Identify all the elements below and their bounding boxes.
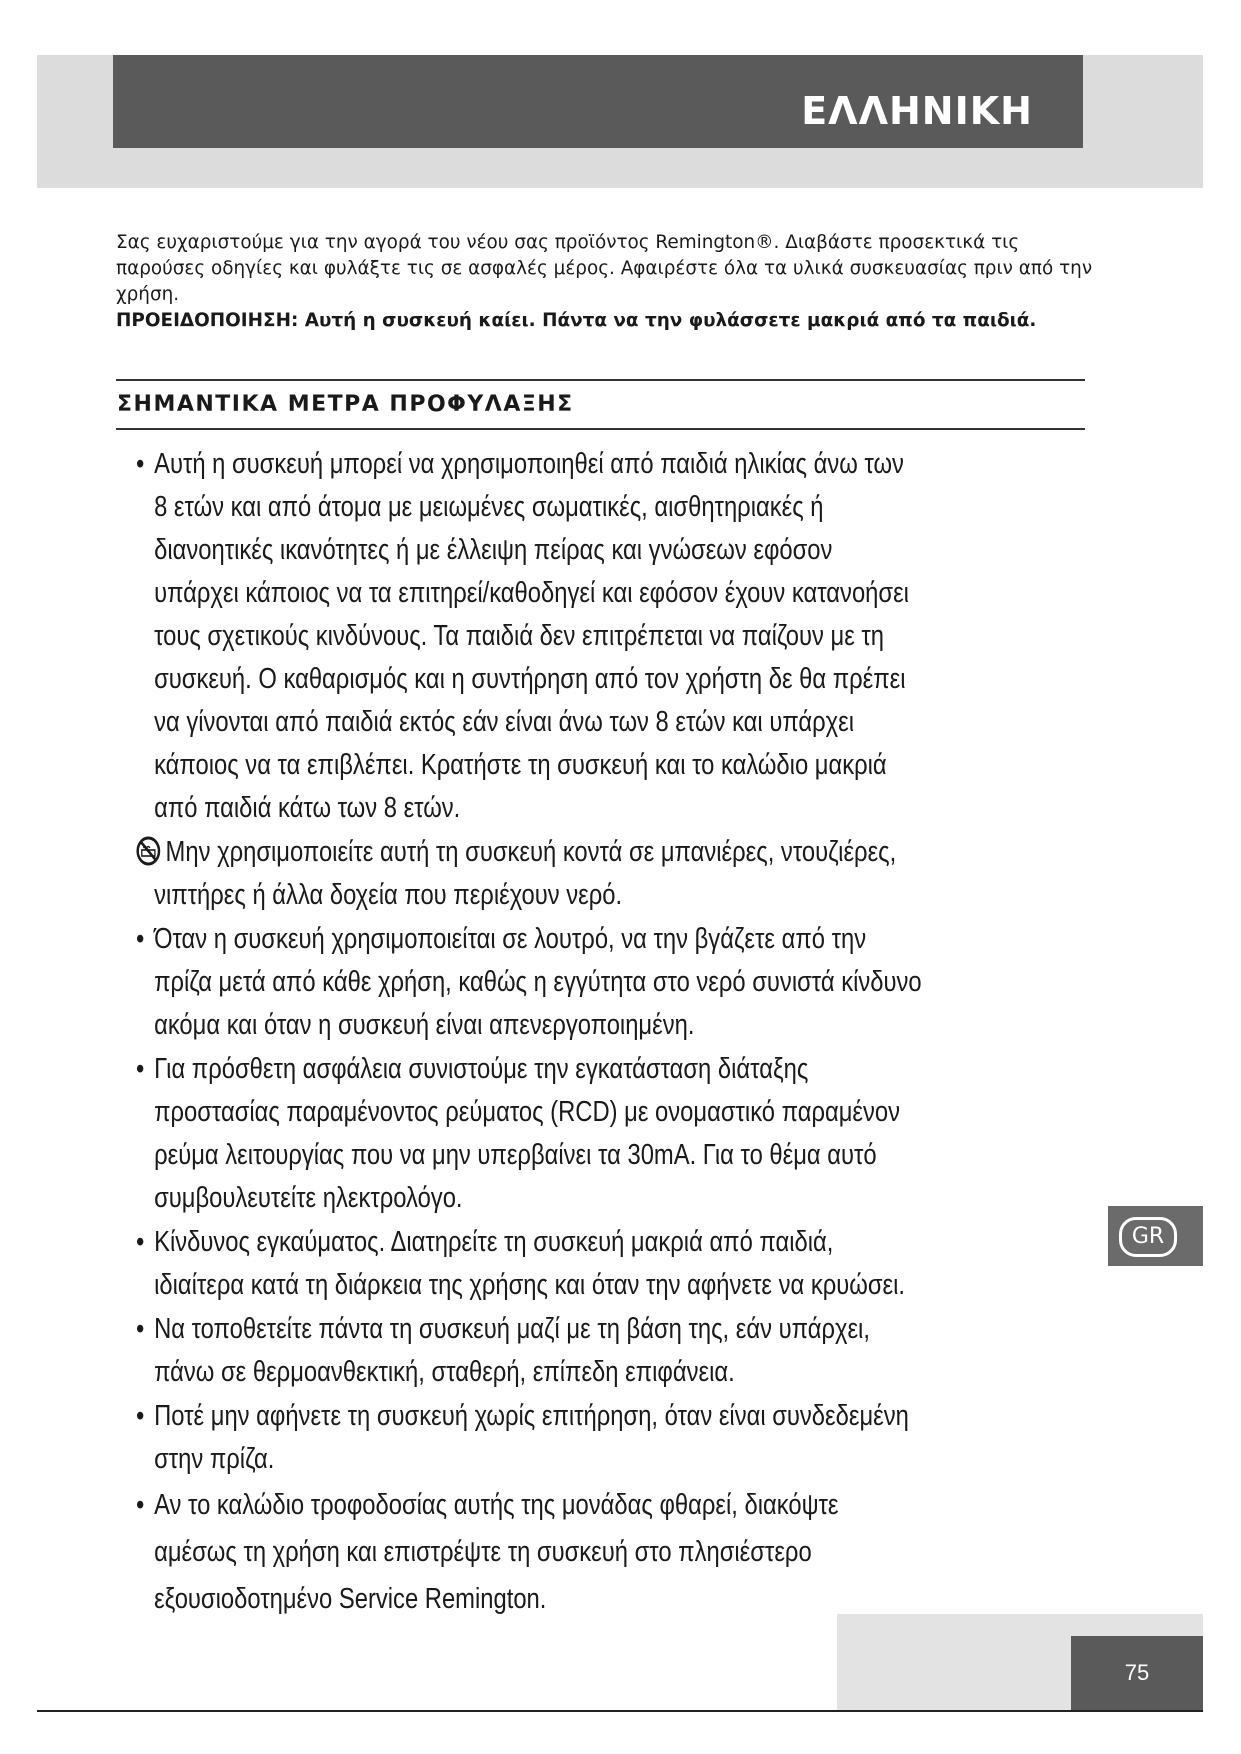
precaution-item [118,1395,922,1481]
precaution-text: Ποτέ μην αφήνετε τη συσκευή χωρίς επιτήρηση, όταν είναι συνδεδεμένη στην πρίζα. [154,1400,909,1475]
precaution-text: Κίνδυνος εγκαύματος. Διατηρείτε τη συσκευή μακριά από παιδιά, ιδιαίτερα κατά τη διάρκεια της χρήσης και όταν την αφήνετε να κρυώσει. [154,1226,906,1301]
precaution-item [118,443,922,830]
precaution-item [118,1308,922,1394]
footer-rule [37,1710,1203,1712]
bullet: • [136,1489,145,1521]
precaution-text: Μην χρησιμοποιείτε αυτή τη συσκευή κοντά σε μπανιέρες, ντουζιέρες, νιπτήρες ή άλλα δοχεία που περιέχουν νερό. [154,836,897,911]
language-code-badge: GR [1119,1217,1177,1257]
precaution-item [118,1048,922,1220]
page-number: 75 [1071,1636,1203,1710]
intro-warning: ΠΡΟΕΙΔΟΠΟΙΗΣΗ: Αυτή η συσκευή καίει. Πάντα να την φυλάσσετε μακριά από τα παιδιά. [116,310,1037,331]
language-header [113,55,1083,148]
precaution-item [118,918,922,1047]
precaution-text: Να τοποθετείτε πάντα τη συσκευή μαζί με τη βάση της, εάν υπάρχει, πάνω σε θερμοανθεκτική, σταθερή, επίπεδη επιφάνεια. [154,1313,870,1388]
precaution-item [118,1221,922,1307]
intro-thanks: Σας ευχαριστούμε για την αγορά του νέου σας προϊόντος Remington®. Διαβάστε προσεκτικά τις παρούσες οδηγίες και φυλάξτε τις σε ασφαλές μέρος. Αφαιρέστε όλα τα υλικά συσκευασίας πριν από την χρήση. [116,232,1093,305]
no-bath-water-icon [136,831,166,874]
bullet: • [136,1226,145,1258]
precaution-item [118,1482,922,1623]
bullet: • [136,923,145,955]
section-rule-bottom [116,428,1085,430]
precaution-text: Για πρόσθετη ασφάλεια συνιστούμε την εγκατάσταση διάταξης προστασίας παραμένοντος ρεύματος (RCD) με ονομαστικό παραμένον ρεύμα λειτουργίας που να μην υπερβαίνει τα 30mA. Για το θέμα αυτό συμβουλευτείτε ηλεκτρολόγο. [154,1053,901,1214]
language-side-tab [1108,1206,1203,1266]
bullet: • [136,1313,145,1345]
precaution-text: Αυτή η συσκευή μπορεί να χρησιμοποιηθεί από παιδιά ηλικίας άνω των 8 ετών και από άτομα με μειωμένες σωματικές, αισθητηριακές ή διανοητικές ικανότητες ή με έλλειψη πείρας και γνώσεων εφόσον υπάρχει κάποιος να τα επιτηρεί/καθοδηγεί και εφόσον έχουν κατανοήσει τους σχετικούς κινδύνους. Τα παιδιά δεν επιτρέπεται να παίζουν με τη συσκευή. Ο καθαρισμός και η συντήρηση από τον χρήστη δε θα πρέπει να γίνονται από παιδιά εκτός εάν είναι άνω των 8 ετών και υπάρχει κάποιος να τα επιβλέπει. Κρατήστε τη συσκευή και το καλώδιο μακριά από παιδιά κάτω των 8 ετών. [154,448,909,824]
precaution-text: Αν το καλώδιο τροφοδοσίας αυτής της μονάδας φθαρεί, διακόψτε αμέσως τη χρήση και επιστρέψτε τη συσκευή στο πλησιέστερο εξουσιοδοτημένο Service Remington. [154,1489,839,1615]
language-title: ΕΛΛΗΝΙΚΗ [801,89,1033,133]
bullet: • [136,1053,145,1085]
precaution-text: Όταν η συσκευή χρησιμοποιείται σε λουτρό, να την βγάζετε από την πρίζα μετά από κάθε χρήση, καθώς η εγγύτητα στο νερό συνιστά κίνδυνο ακόμα και όταν η συσκευή είναι απενεργοποιημένη. [154,923,922,1041]
bullet: • [136,1400,145,1432]
section-heading: ΣΗΜΑΝΤΙΚΑ ΜΕΤΡΑ ΠΡΟΦΥΛΑΞΗΣ [117,392,574,417]
intro-block [116,230,1096,334]
precaution-item [118,831,922,917]
bullet: • [136,448,145,480]
precautions-list [118,443,922,1624]
section-rule-top [116,379,1085,381]
